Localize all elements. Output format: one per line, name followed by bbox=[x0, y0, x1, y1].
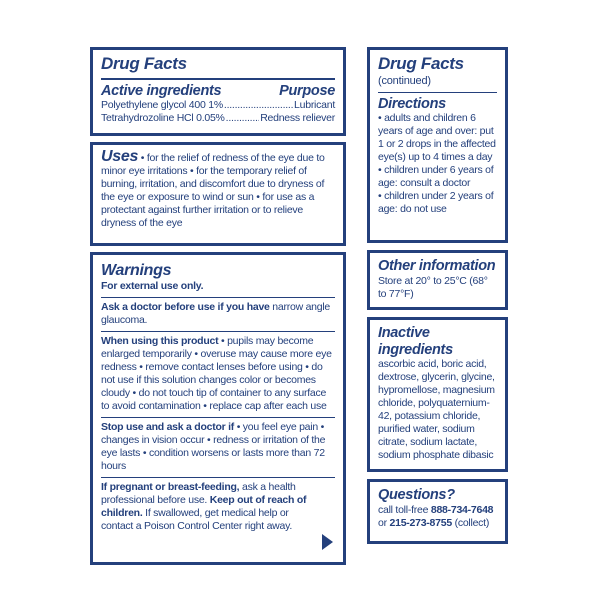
when-using-text: • pupils may become enlarged temporarily • overuse may cause more eye redness • remove contact lenses before using • do not use if this solution changes color or becomes cloudy • do not touch tip of container to any surface to avoid contamination • replace cap after each use bbox=[101, 335, 332, 412]
stop-use-lead: Stop use and ask a doctor if bbox=[101, 421, 235, 433]
ingredient-row bbox=[101, 99, 335, 112]
external-use-text: For external use only. bbox=[101, 280, 204, 292]
phone-line-1 bbox=[378, 504, 497, 517]
left-panel bbox=[90, 47, 346, 565]
active-ingredients-heading: Active ingredients bbox=[101, 82, 222, 99]
questions-heading: Questions? bbox=[378, 487, 455, 503]
ingredient-row bbox=[101, 112, 335, 125]
stop-use-text: • you feel eye pain • changes in vision occur • redness or irritation of the eye lasts • condition worsens or lasts more than 72 hours bbox=[101, 421, 326, 472]
dot-leader bbox=[224, 99, 293, 112]
directions-item: • adults and children 6 years of age and over: put 1 or 2 drops in the affected eye(s) up to 4 times a day bbox=[378, 112, 496, 164]
directions-heading: Directions bbox=[378, 95, 446, 112]
inactive-ingredients-heading: Inactive ingredients bbox=[378, 325, 453, 358]
title-rule bbox=[378, 92, 497, 93]
directions-item: • children under 6 years of age: consult a doctor bbox=[378, 164, 494, 190]
uses-heading: Uses bbox=[101, 148, 139, 165]
ask-doctor-lead: Ask a doctor before use if you have bbox=[101, 301, 270, 313]
inactive-ingredients-box bbox=[367, 317, 508, 472]
pregnancy-text: ask a health professional before use. bbox=[101, 481, 296, 506]
ingredient-name: Tetrahydrozoline HCl 0.05% bbox=[101, 112, 225, 125]
phone2-prefix: or bbox=[378, 516, 390, 529]
section-divider bbox=[101, 331, 335, 332]
pregnancy-paragraph bbox=[101, 481, 335, 533]
title-rule bbox=[101, 78, 335, 80]
drug-facts-continued-title: Drug Facts bbox=[378, 54, 464, 73]
phone-number-2: 215-273-8755 bbox=[389, 516, 452, 529]
drug-facts-title: Drug Facts bbox=[101, 54, 187, 73]
ingredient-purpose: Lubricant bbox=[294, 99, 335, 112]
ingredient-purpose: Redness reliever bbox=[260, 112, 335, 125]
other-information-box bbox=[367, 250, 508, 310]
right-panel bbox=[367, 47, 508, 544]
uses-box bbox=[90, 142, 346, 246]
section-divider bbox=[101, 477, 335, 478]
section-divider bbox=[101, 417, 335, 418]
inactive-ingredients-text: ascorbic acid, boric acid, dextrose, glycerin, glycine, hypromellose, magnesium chloride, polyquaternium-42, potassium chloride, purified water, sodium citrate, sodium lactate, sodium phosphate dibasic bbox=[378, 358, 495, 462]
active-ingredients-box bbox=[90, 47, 346, 136]
warnings-content bbox=[101, 262, 335, 558]
ingredient-name: Polyethylene glycol 400 1% bbox=[101, 99, 223, 112]
uses-text: • for the relief of redness of the eye due to minor eye irritations • for the temporary relief of burning, irritation, and discomfort due to dryness of the eye or exposure to wind or sun • for use as a protectant against further irritation or to relieve dryness of the eye bbox=[101, 152, 325, 229]
section-divider bbox=[101, 297, 335, 298]
keep-out-lead: Keep out of reach of children. bbox=[101, 494, 307, 519]
warnings-box bbox=[90, 252, 346, 565]
active-ingredients-header bbox=[101, 83, 335, 100]
continue-arrow-icon bbox=[322, 534, 333, 550]
ask-doctor-paragraph bbox=[101, 301, 335, 327]
other-information-heading: Other information bbox=[378, 258, 496, 274]
directions-box bbox=[367, 47, 508, 243]
pregnancy-lead: If pregnant or breast-feeding, bbox=[101, 481, 240, 493]
warnings-heading: Warnings bbox=[101, 262, 172, 279]
phone-line-2 bbox=[378, 517, 497, 530]
phone1-prefix: call toll-free bbox=[378, 503, 431, 516]
questions-box bbox=[367, 479, 508, 544]
continued-subtitle: (continued) bbox=[378, 74, 431, 87]
dot-leader bbox=[226, 112, 260, 125]
keep-out-text: If swallowed, get medical help or contact a Poison Control Center right away. bbox=[101, 507, 292, 532]
purpose-heading: Purpose bbox=[279, 82, 335, 99]
directions-item: • children under 2 years of age: do not use bbox=[378, 190, 494, 216]
storage-text: Store at 20° to 25°C (68° to 77°F) bbox=[378, 274, 488, 300]
stop-use-paragraph bbox=[101, 421, 335, 473]
phone-number-1: 888-734-7648 bbox=[430, 503, 494, 516]
phone2-suffix: (collect) bbox=[451, 516, 490, 529]
when-using-paragraph bbox=[101, 335, 335, 413]
when-using-lead: When using this product bbox=[101, 335, 219, 347]
ask-doctor-text: narrow angle glaucoma. bbox=[101, 301, 331, 326]
uses-paragraph bbox=[101, 150, 335, 230]
